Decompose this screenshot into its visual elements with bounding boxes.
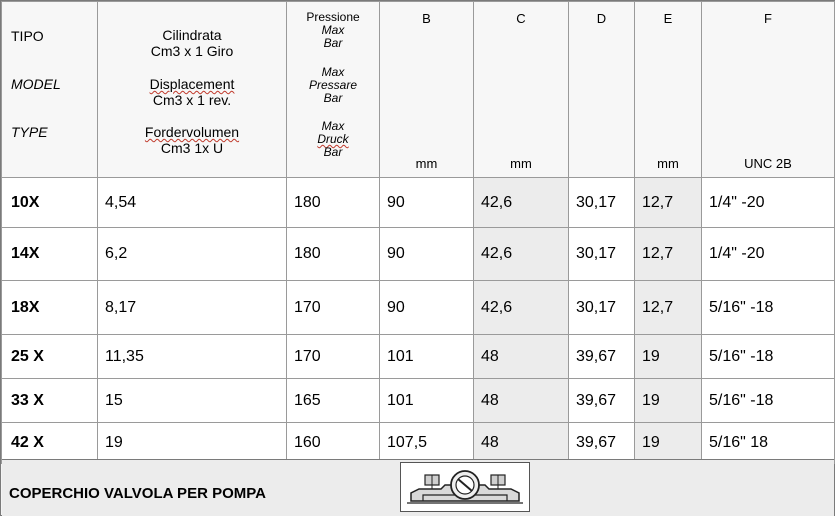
footer-title: COPERCHIO VALVOLA PER POMPA [9,485,266,502]
displacement-de [98,124,286,156]
f-cell: 1/4" -20 [702,228,835,281]
table-row [2,335,835,379]
d-cell: 30,17 [569,228,635,281]
col-f-unit: UNC 2B [744,156,792,171]
col-f-letter: F [764,11,772,26]
d-cell: 39,67 [569,379,635,423]
displacement-cell: 8,17 [98,281,287,335]
table-row [2,379,835,423]
header-model-cell [2,2,98,178]
col-e-unit: mm [657,156,679,171]
table-row [2,423,835,464]
f-cell: 5/16" -18 [702,281,835,335]
displacement-en-unit: Cm3 x 1 rev. [152,92,232,108]
header-type-label: TYPE [11,124,48,140]
table-row [2,178,835,228]
c-cell: 48 [474,335,569,379]
header-tipo-label: TIPO [11,28,44,44]
displacement-de-title: Fordervolumen [144,124,240,140]
displacement-cell: 19 [98,423,287,464]
header-col-e [635,2,702,178]
col-b-unit: mm [415,156,438,171]
pressure-cell: 170 [287,335,380,379]
b-cell: 90 [380,281,474,335]
b-cell: 90 [380,228,474,281]
spec-table [1,1,835,464]
header-col-c [474,2,569,178]
e-cell: 19 [635,335,702,379]
e-cell: 12,7 [635,228,702,281]
displacement-it-unit: Cm3 x 1 Giro [150,43,234,59]
model-cell: 10X [2,178,98,228]
pressure-de-max: Max [321,119,345,133]
col-e-letter: E [663,11,673,26]
col-d-letter: D [596,11,607,26]
f-cell: 5/16" -18 [702,335,835,379]
model-cell: 14X [2,228,98,281]
header-col-b [380,2,474,178]
f-cell: 5/16" 18 [702,423,835,464]
d-cell: 39,67 [569,423,635,464]
displacement-cell: 11,35 [98,335,287,379]
pressure-de-word: Druck [317,132,349,146]
header-row [2,2,835,178]
header-model-label: MODEL [11,76,61,92]
pressure-title: Pressione [306,10,360,24]
pressure-cell: 165 [287,379,380,423]
pressure-de-bar: Bar [323,145,343,159]
f-cell: 5/16" -18 [702,379,835,423]
header-col-d [569,2,635,178]
pressure-it-bar: Bar [323,36,343,50]
b-cell: 107,5 [380,423,474,464]
pressure-cell: 180 [287,228,380,281]
pressure-cell: 160 [287,423,380,464]
c-cell: 48 [474,423,569,464]
pressure-it [287,24,379,50]
b-cell: 101 [380,335,474,379]
c-cell: 48 [474,379,569,423]
pressure-en-max: Max [321,65,345,79]
header-pressure-cell [287,2,380,178]
b-cell: 101 [380,379,474,423]
model-cell: 33 X [2,379,98,423]
d-cell: 39,67 [569,335,635,379]
d-cell: 30,17 [569,281,635,335]
displacement-cell: 4,54 [98,178,287,228]
pressure-cell: 170 [287,281,380,335]
model-cell: 18X [2,281,98,335]
pressure-en-bar: Bar [323,91,343,105]
d-cell: 30,17 [569,178,635,228]
pressure-en-word: Pressare [308,78,358,92]
c-cell: 42,6 [474,178,569,228]
pressure-it-max: Max [321,23,345,37]
e-cell: 12,7 [635,178,702,228]
model-cell: 25 X [2,335,98,379]
col-c-unit: mm [510,156,532,171]
header-displacement-cell [98,2,287,178]
col-b-letter: B [422,11,431,26]
col-c-letter: C [516,11,526,26]
displacement-cell: 15 [98,379,287,423]
e-cell: 12,7 [635,281,702,335]
header-col-f [702,2,835,178]
pressure-cell: 180 [287,178,380,228]
valve-cover-drawing-icon [400,462,530,512]
b-cell: 90 [380,178,474,228]
c-cell: 42,6 [474,228,569,281]
model-cell: 42 X [2,423,98,464]
displacement-it-title: Cilindrata [162,27,222,43]
table-row [2,281,835,335]
displacement-de-unit: Cm3 1x U [160,140,224,156]
displacement-en [98,76,286,108]
c-cell: 42,6 [474,281,569,335]
displacement-cell: 6,2 [98,228,287,281]
pressure-de [287,120,379,159]
displacement-it [98,27,286,59]
footer-bar [2,459,834,516]
displacement-en-title: Displacement [149,76,235,92]
e-cell: 19 [635,379,702,423]
pressure-en [287,66,379,105]
table-row [2,228,835,281]
e-cell: 19 [635,423,702,464]
f-cell: 1/4" -20 [702,178,835,228]
